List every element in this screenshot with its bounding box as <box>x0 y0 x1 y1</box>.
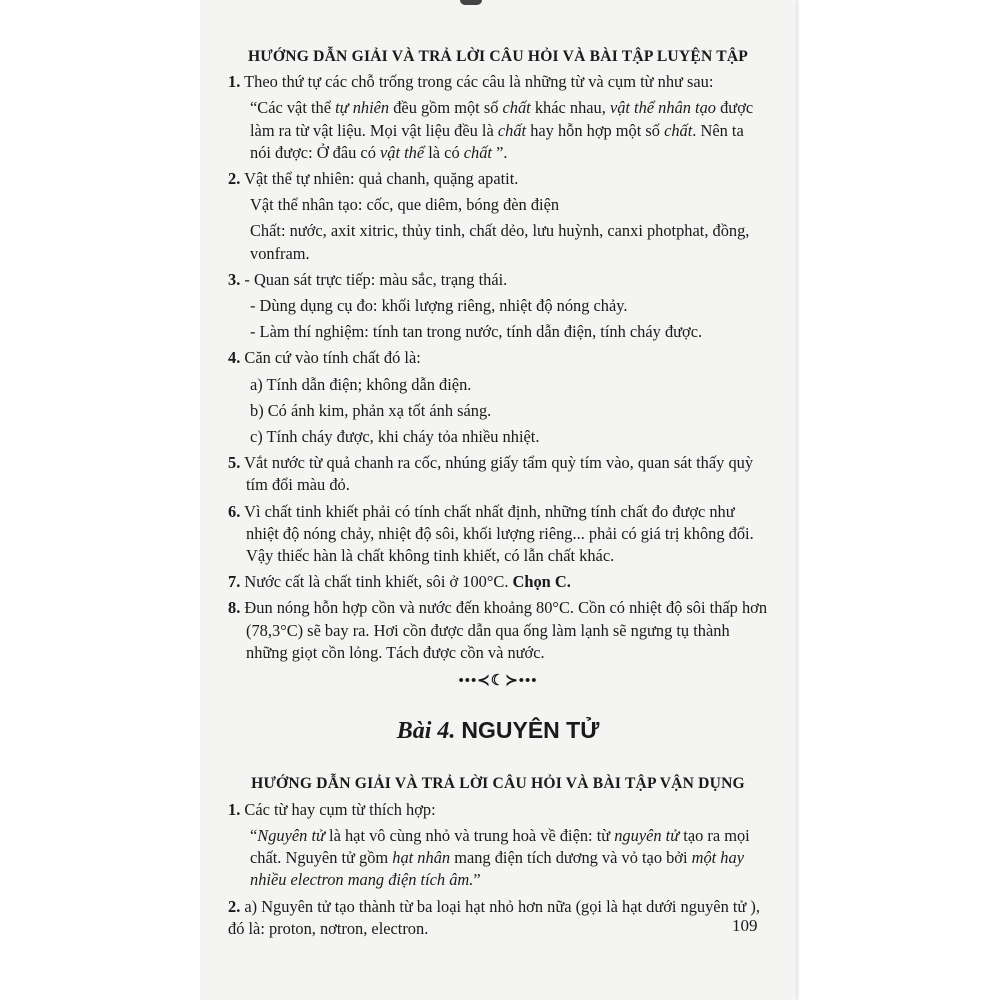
answer-number: 1. <box>228 72 241 92</box>
answer-text: Theo thứ tự các chỗ trống trong các câu là những từ và cụm từ như sau: <box>244 72 714 92</box>
answer-7 <box>228 571 768 593</box>
answer-number: 5. <box>228 453 241 473</box>
answer-number: 2. <box>228 169 241 189</box>
answer-2-line: Chất: nước, axit xitric, thủy tinh, chất dẻo, lưu huỳnh, canxi photphat, đồng, vonfram. <box>250 221 750 263</box>
applied-answer-2 <box>228 896 768 940</box>
answer-4-c: c) Tính cháy được, khi cháy tỏa nhiều nhiệt. <box>250 427 540 447</box>
answer-number: 8. <box>228 598 241 618</box>
section-heading-applied: HƯỚNG DẪN GIẢI VÀ TRẢ LỜI CÂU HỎI VÀ BÀI TẬP VẬN DỤNG <box>251 775 745 793</box>
page-number: 109 <box>732 916 758 935</box>
quote-italic: nguyên tử <box>614 825 680 845</box>
quote-text: “Các vật thể <box>250 98 336 118</box>
answer-4-b: b) Có ánh kim, phản xạ tốt ánh sáng. <box>250 400 492 420</box>
quote-italic: chất <box>497 120 527 140</box>
answer-1-quote <box>228 97 768 164</box>
answer-number: 7. <box>228 572 241 592</box>
quote-text: được làm ra từ vật liệu. Mọi vật liệu đều là <box>250 98 754 140</box>
quote-text: mang điện tích dương và vỏ tạo bởi <box>450 848 692 868</box>
quote-italic: một hay nhiều electron mang điện tích âm. <box>250 848 744 890</box>
answer-text: Vật thể tự nhiên: quả chanh, quặng apatit. <box>244 169 519 189</box>
answer-2 <box>228 168 768 190</box>
quote-italic: vật thể nhân tạo <box>609 98 717 118</box>
applied-answer-1 <box>228 799 768 821</box>
answer-5 <box>228 452 768 496</box>
answer-3-line: - Dùng dụng cụ đo: khối lượng riêng, nhiệt độ nóng chảy. <box>250 296 628 316</box>
quote-italic: hạt nhân <box>392 848 451 868</box>
answer-3 <box>228 269 768 291</box>
answer-3-line: - Làm thí nghiệm: tính tan trong nước, tính dẫn điện, tính cháy được. <box>250 322 703 342</box>
answer-text: Nước cất là chất tinh khiết, sôi ở 100°C. <box>244 572 513 592</box>
answer-number: 3. <box>228 269 241 289</box>
answer-number: 2. <box>228 896 241 916</box>
answer-text: a) Nguyên tử tạo thành từ ba loại hạt nhỏ hơn nữa (gọi là hạt dưới nguyên tử ), đó là: proton, nơtron, electron. <box>228 896 760 938</box>
answer-4 <box>228 347 768 369</box>
quote-italic: tự nhiên <box>335 98 390 118</box>
quote-text: . Nên ta nói được: Ở đâu có <box>250 120 744 162</box>
quote-text: khác nhau, <box>530 98 610 118</box>
answer-6 <box>228 501 768 568</box>
quote-italic: chất <box>463 142 492 162</box>
quote-text: hay hỗn hợp một số <box>526 120 665 140</box>
answer-text: - Quan sát trực tiếp: màu sắc, trạng thái. <box>244 269 508 289</box>
section-heading-practice: HƯỚNG DẪN GIẢI VÀ TRẢ LỜI CÂU HỎI VÀ BÀI TẬP LUYỆN TẬP <box>247 48 749 65</box>
answer-4-a: a) Tính dẫn điện; không dẫn điện. <box>250 374 472 394</box>
answer-text: Căn cứ vào tính chất đó là: <box>244 348 421 368</box>
book-page <box>200 0 796 1000</box>
answer-text: Đun nóng hỗn hợp cồn và nước đến khoảng 80°C. Cồn có nhiệt độ sôi thấp hơn (78,3°C) sẽ bay ra. Hơi cồn được dẫn qua ống làm lạnh sẽ ngưng tụ thành những giọt cồn lỏng. Tách được cồn và nước. <box>244 598 768 662</box>
answer-2-line: Vật thể nhân tạo: cốc, que diêm, bóng đèn điện <box>250 195 560 215</box>
answer-number: 6. <box>228 501 241 521</box>
lesson-name: NGUYÊN TỬ <box>461 717 600 744</box>
quote-text: là hạt vô cùng nhỏ và trung hoà về điện: từ <box>324 825 615 845</box>
quote-text: tạo ra mọi chất. Nguyên tử gồm <box>250 825 750 868</box>
quote-italic: chất <box>664 120 693 140</box>
answer-text: Vắt nước từ quả chanh ra cốc, nhúng giấy tẩm quỳ tím vào, quan sát thấy quỳ tím đổi màu đỏ. <box>244 453 754 495</box>
lesson-title <box>228 717 768 745</box>
quote-italic: vật thể <box>379 142 425 162</box>
quote-text: ” <box>473 870 481 890</box>
quote-italic: Nguyên tử <box>257 825 325 845</box>
page-content <box>228 46 768 944</box>
applied-answer-1-quote <box>228 825 768 892</box>
answer-text: Các từ hay cụm từ thích hợp: <box>244 799 436 819</box>
answer-number: 4. <box>228 348 241 368</box>
quote-text: đều gồm một số <box>389 98 503 118</box>
answer-1 <box>228 71 768 93</box>
answer-text: Vì chất tinh khiết phải có tính chất nhất định, những tính chất đo được như nhiệt độ nóng chảy, nhiệt độ sôi, khối lượng riêng... phải có giá trị không đổi. Vậy thiếc hàn là chất không tinh khiết, có lẫn chất khác. <box>244 501 754 566</box>
section-divider: •••≺☾≻••• <box>458 673 538 690</box>
answer-choice: Chọn C. <box>512 572 571 592</box>
lesson-label: Bài 4. <box>396 718 456 745</box>
answer-number: 1. <box>228 799 241 819</box>
quote-text: là có <box>424 142 464 162</box>
binding-mark <box>460 0 482 5</box>
quote-text: “ <box>250 825 258 845</box>
quote-italic: chất <box>502 98 531 118</box>
quote-text: ”. <box>491 142 508 162</box>
answer-8 <box>228 597 768 664</box>
